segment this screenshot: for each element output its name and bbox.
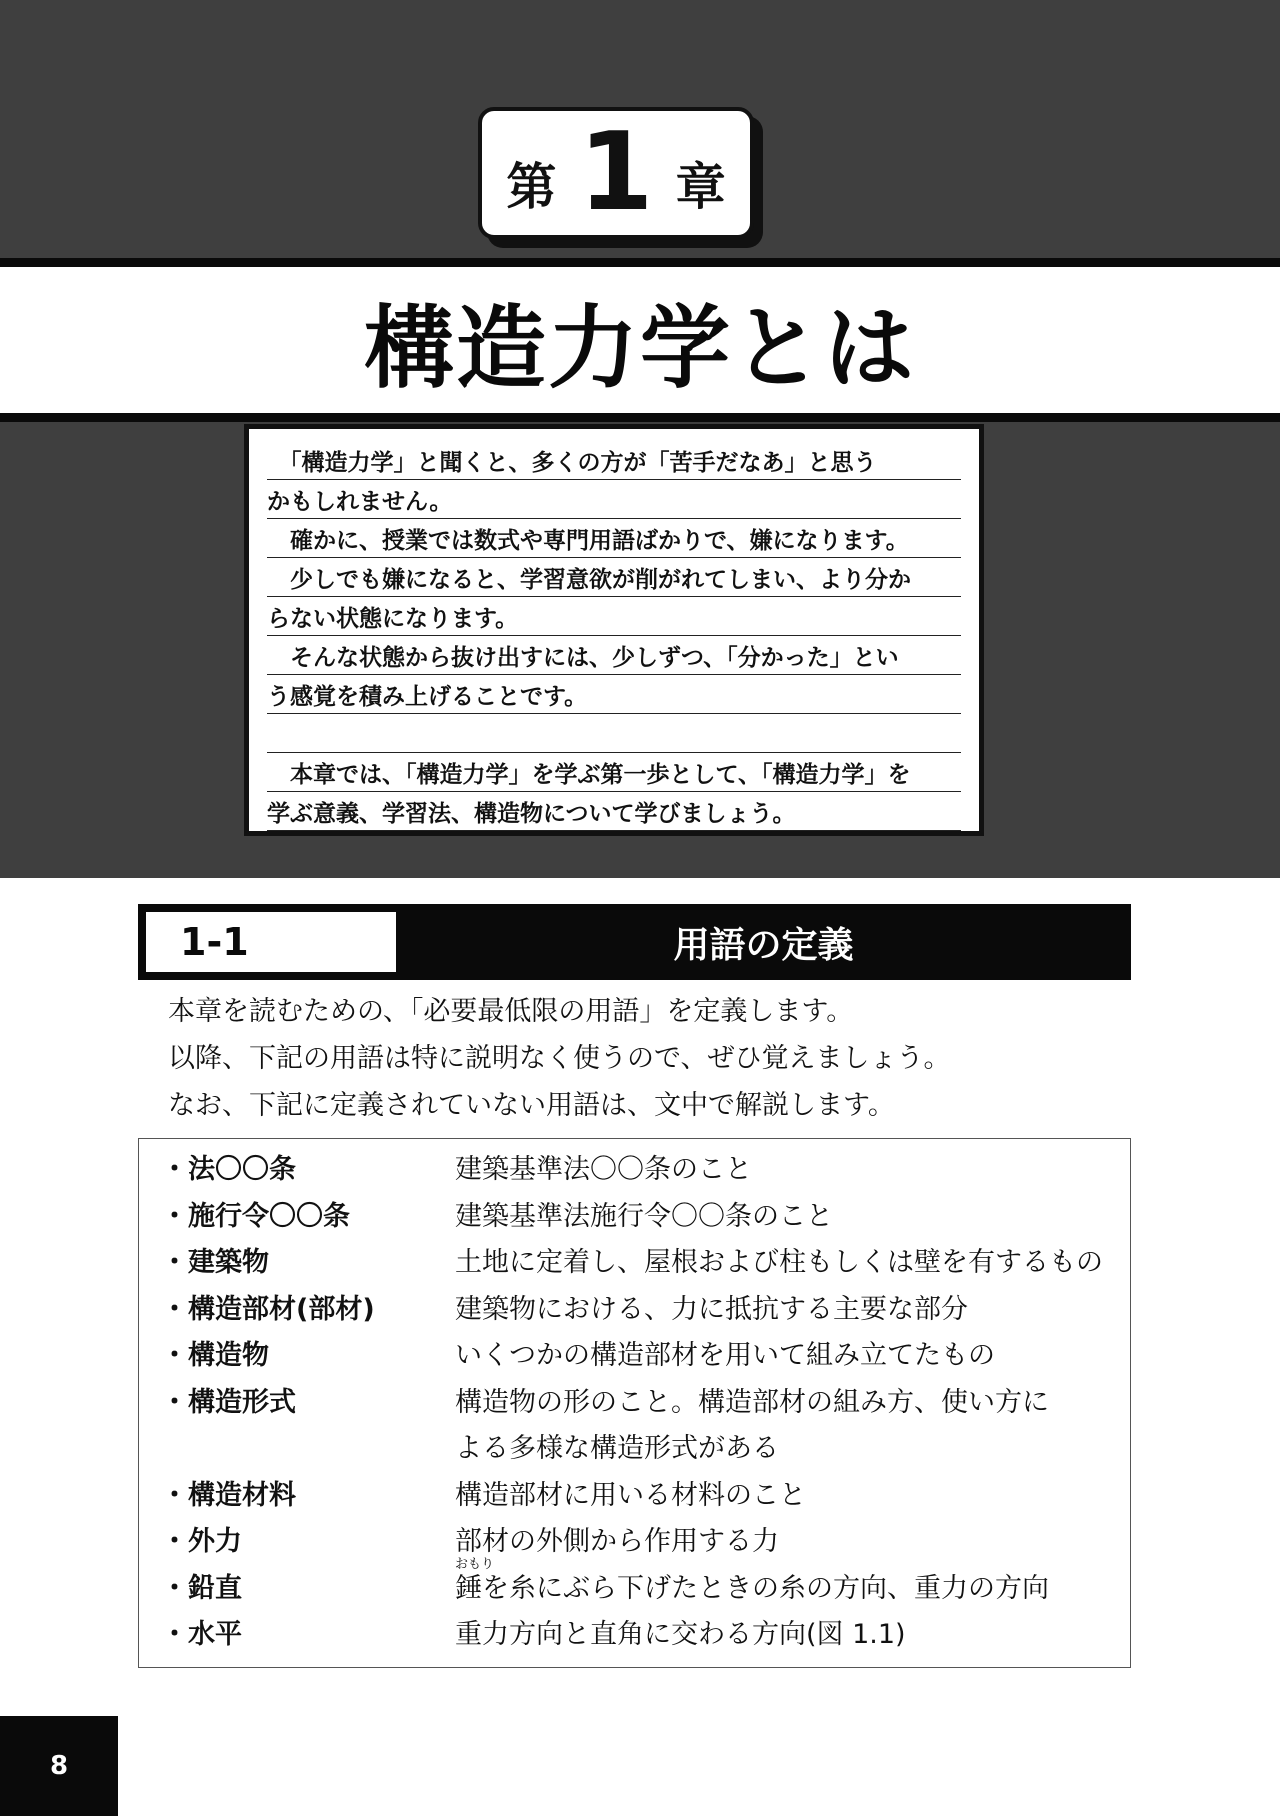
intro-line: かもしれません。 (267, 480, 961, 519)
chapter-word-after: 章 (675, 158, 726, 216)
intro-line: らない状態になります。 (267, 597, 961, 636)
section-intro-text (168, 988, 1128, 1129)
term-row (139, 1426, 1130, 1473)
term-name: ・施行令〇〇条 (161, 1200, 350, 1232)
term-name: ・構造材料 (161, 1479, 296, 1511)
intro-line: そんな状態から抜け出すには、少しずつ、「分かった」とい (267, 636, 961, 675)
term-name: ・水平 (161, 1619, 242, 1650)
term-definition-box (138, 1138, 1131, 1668)
section-title: 用語の定義 (673, 924, 854, 966)
term-name: ・法〇〇条 (161, 1154, 296, 1185)
chapter-label-box (478, 107, 754, 239)
term-definition: いくつかの構造部材を用いて組み立てたもの (455, 1340, 995, 1371)
term-definition: 重力方向と直角に交わる方向(図 1.1) (455, 1619, 906, 1650)
term-definition: 建築基準法施行令〇〇条のこと (455, 1200, 833, 1232)
body-line: 以降、下記の用語は特に説明なく使うので、ぜひ覚えましょう。 (168, 1043, 951, 1074)
term-row (139, 1333, 1130, 1380)
term-definition: 建築基準法〇〇条のこと (455, 1154, 752, 1185)
term-definition: 錘を糸にぶら下げたときの糸の方向、重力の方向 (455, 1572, 1049, 1604)
section-number: 1-1 (146, 912, 396, 972)
page-number: 8 (49, 1751, 69, 1781)
term-row (139, 1473, 1130, 1520)
section-heading-bar (138, 904, 1131, 980)
term-name: ・鉛直 (161, 1572, 242, 1604)
term-definition: 構造部材に用いる材料のこと (455, 1479, 806, 1511)
page-number-box (0, 1716, 118, 1816)
chapter-title-band (0, 258, 1280, 422)
intro-line: 確かに、授業では数式や専門用語ばかりで、嫌になります。 (267, 519, 961, 558)
chapter-title: 構造力学とは (364, 296, 916, 401)
term-name: ・建築物 (161, 1247, 269, 1278)
intro-line: 学ぶ意義、学習法、構造物について学びましょう。 (267, 792, 961, 831)
term-definition-with-ruby (455, 1556, 1115, 1613)
term-definition: 土地に定着し、屋根および柱もしくは壁を有するもの (455, 1247, 1103, 1278)
furigana-ruby: おもり (455, 1556, 495, 1572)
body-line: なお、下記に定義されていない用語は、文中で解説します。 (168, 1090, 895, 1121)
chapter-word-before: 第 (506, 158, 557, 216)
term-name: ・構造部材(部材) (161, 1293, 375, 1325)
intro-line: 「構造力学」と聞くと、多くの方が「苦手だなあ」と思う (267, 441, 961, 480)
term-name: ・構造形式 (161, 1386, 296, 1418)
term-row (139, 1147, 1130, 1194)
term-name (139, 1426, 455, 1473)
intro-line: う感覚を積み上げることです。 (267, 675, 961, 714)
intro-line (267, 714, 961, 753)
term-row (139, 1194, 1130, 1241)
intro-line: 本章では、「構造力学」を学ぶ第一歩として、「構造力学」を (267, 753, 961, 792)
term-definition: 構造物の形のこと。構造部材の組み方、使い方に (455, 1386, 1049, 1418)
term-row (139, 1380, 1130, 1427)
intro-line: 少しでも嫌になると、学習意欲が削がれてしまい、より分か (267, 558, 961, 597)
term-definition: 部材の外側から作用する力 (455, 1526, 779, 1557)
term-row (139, 1519, 1130, 1566)
term-definition: 建築物における、力に抵抗する主要な部分 (455, 1293, 968, 1325)
term-row (139, 1556, 1130, 1613)
term-row (139, 1287, 1130, 1334)
term-row (139, 1240, 1130, 1287)
term-name: ・構造物 (161, 1340, 269, 1371)
term-definition: よる多様な構造形式がある (455, 1433, 779, 1464)
term-name: ・外力 (161, 1526, 242, 1557)
body-line: 本章を読むための、「必要最低限の用語」を定義します。 (168, 996, 854, 1027)
term-row (139, 1612, 1130, 1659)
intro-box (244, 424, 984, 836)
chapter-number: 1 (578, 110, 654, 235)
